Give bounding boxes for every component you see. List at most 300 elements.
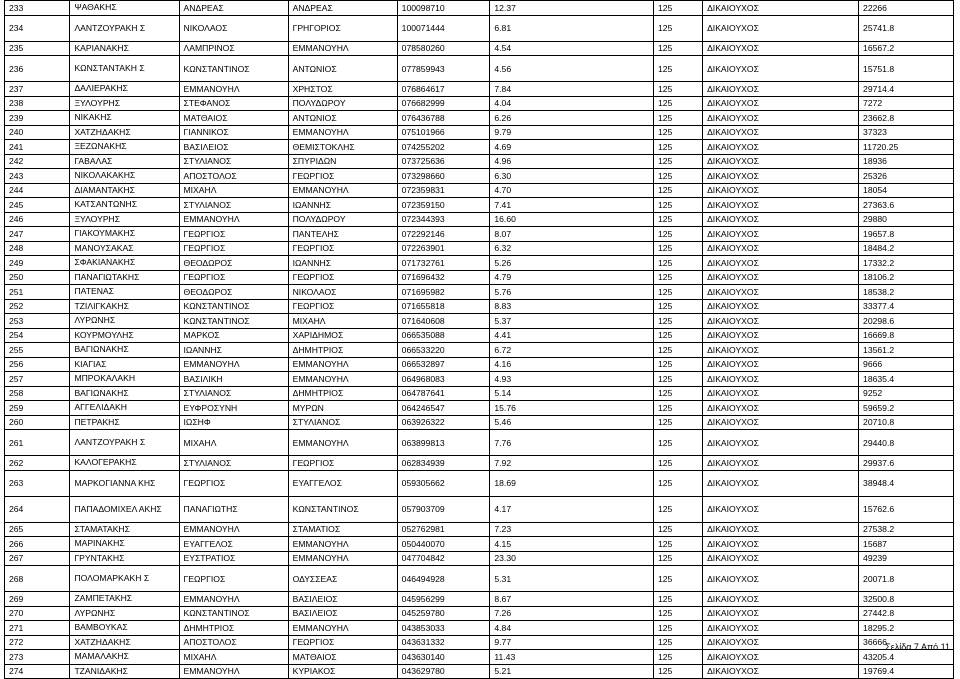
status-cell: ΔΙΚΑΙΟΥΧΟΣ — [703, 82, 859, 97]
value-1-cell: 4.96 — [490, 154, 654, 169]
status-cell: ΔΙΚΑΙΟΥΧΟΣ — [703, 212, 859, 227]
first-name-cell: ΣΤΥΛΙΑΝΟΣ — [179, 386, 288, 401]
value-2-cell: 125 — [653, 212, 702, 227]
amount-cell: 9666 — [859, 357, 954, 372]
first-name-cell: ΝΙΚΟΛΑΟΣ — [179, 15, 288, 41]
status-cell: ΔΙΚΑΙΟΥΧΟΣ — [703, 183, 859, 198]
row-id-cell: 270 — [5, 606, 70, 621]
row-id-cell: 233 — [5, 1, 70, 16]
status-cell: ΔΙΚΑΙΟΥΧΟΣ — [703, 357, 859, 372]
value-2-cell: 125 — [653, 401, 702, 416]
father-name-cell: ΕΜΜΑΝΟΥΗΛ — [288, 430, 397, 456]
status-cell: ΔΙΚΑΙΟΥΧΟΣ — [703, 537, 859, 552]
value-1-cell: 4.70 — [490, 183, 654, 198]
row-id-cell: 262 — [5, 456, 70, 471]
value-1-cell: 4.56 — [490, 56, 654, 82]
table-row — [5, 386, 954, 401]
father-name-cell: ΓΡΗΓΟΡΙΟΣ — [288, 15, 397, 41]
row-id-cell: 235 — [5, 41, 70, 56]
amount-cell: 17332.2 — [859, 256, 954, 271]
surname-cell: ΜΑΝΟΥΣΑΚΑΣ — [70, 241, 179, 256]
status-cell: ΔΙΚΑΙΟΥΧΟΣ — [703, 566, 859, 592]
table-row — [5, 635, 954, 650]
afm-cell: 073725636 — [397, 154, 490, 169]
father-name-cell: ΒΑΣΙΛΕΙΟΣ — [288, 606, 397, 621]
status-cell: ΔΙΚΑΙΟΥΧΟΣ — [703, 41, 859, 56]
afm-cell: 045956299 — [397, 592, 490, 607]
father-name-cell: ΓΕΩΡΓΙΟΣ — [288, 270, 397, 285]
status-cell: ΔΙΚΑΙΟΥΧΟΣ — [703, 241, 859, 256]
table-row — [5, 470, 954, 496]
status-cell: ΔΙΚΑΙΟΥΧΟΣ — [703, 456, 859, 471]
father-name-cell: ΠΑΝΤΕΛΗΣ — [288, 227, 397, 242]
amount-cell: 27363.6 — [859, 198, 954, 213]
first-name-cell: ΓΕΩΡΓΙΟΣ — [179, 270, 288, 285]
value-2-cell: 125 — [653, 314, 702, 329]
value-2-cell: 125 — [653, 285, 702, 300]
surname-cell: ΚΑΡΙΑΝΑΚΗΣ — [70, 41, 179, 56]
first-name-cell: ΕΜΜΑΝΟΥΗΛ — [179, 212, 288, 227]
status-cell: ΔΙΚΑΙΟΥΧΟΣ — [703, 635, 859, 650]
row-id-cell: 265 — [5, 522, 70, 537]
afm-cell: 043853033 — [397, 621, 490, 636]
table-row — [5, 41, 954, 56]
surname-cell: ΧΑΤΖΗΔΑΚΗΣ — [70, 125, 179, 140]
surname-cell: ΓΡΥΝΤΑΚΗΣ — [70, 551, 179, 566]
row-id-cell: 246 — [5, 212, 70, 227]
father-name-cell: ΙΩΑΝΝΗΣ — [288, 256, 397, 271]
surname-cell: ΣΦΑΚΙΑΝΑΚΗΣ — [70, 256, 179, 271]
father-name-cell: ΓΕΩΡΓΙΟΣ — [288, 241, 397, 256]
afm-cell: 050440070 — [397, 537, 490, 552]
amount-cell: 23662.8 — [859, 111, 954, 126]
table-row — [5, 372, 954, 387]
status-cell: ΔΙΚΑΙΟΥΧΟΣ — [703, 299, 859, 314]
first-name-cell: ΒΑΣΙΛΙΚΗ — [179, 372, 288, 387]
row-id-cell: 237 — [5, 82, 70, 97]
amount-cell: 18538.2 — [859, 285, 954, 300]
status-cell: ΔΙΚΑΙΟΥΧΟΣ — [703, 154, 859, 169]
father-name-cell: ΕΜΜΑΝΟΥΗΛ — [288, 125, 397, 140]
status-cell: ΔΙΚΑΙΟΥΧΟΣ — [703, 56, 859, 82]
value-1-cell: 7.26 — [490, 606, 654, 621]
row-id-cell: 258 — [5, 386, 70, 401]
status-cell: ΔΙΚΑΙΟΥΧΟΣ — [703, 140, 859, 155]
surname-cell: ΖΑΜΠΕΤΑΚΗΣ — [70, 592, 179, 607]
table-row — [5, 415, 954, 430]
amount-cell: 18635.4 — [859, 372, 954, 387]
value-2-cell: 125 — [653, 566, 702, 592]
row-id-cell: 247 — [5, 227, 70, 242]
afm-cell: 076682999 — [397, 96, 490, 111]
row-id-cell: 260 — [5, 415, 70, 430]
father-name-cell: ΠΟΛΥΔΩΡΟΥ — [288, 96, 397, 111]
page-number: Σελίδα 7 Από 11 — [885, 642, 950, 652]
value-1-cell: 7.84 — [490, 82, 654, 97]
father-name-cell: ΙΩΑΝΝΗΣ — [288, 198, 397, 213]
surname-cell: ΠΟΛΟΜΑΡΚΑΚΗ Σ — [70, 566, 179, 592]
status-cell: ΔΙΚΑΙΟΥΧΟΣ — [703, 270, 859, 285]
afm-cell: 057903709 — [397, 496, 490, 522]
table-row — [5, 140, 954, 155]
surname-cell: ΛΑΝΤΖΟΥΡΑΚΗ Σ — [70, 15, 179, 41]
table-row — [5, 241, 954, 256]
father-name-cell: ΧΡΗΣΤΟΣ — [288, 82, 397, 97]
value-2-cell: 125 — [653, 621, 702, 636]
afm-cell: 074255202 — [397, 140, 490, 155]
status-cell: ΔΙΚΑΙΟΥΧΟΣ — [703, 592, 859, 607]
table-row — [5, 96, 954, 111]
first-name-cell: ΓΙΑΝΝΙΚΟΣ — [179, 125, 288, 140]
father-name-cell: ΚΩΝΣΤΑΝΤΙΝΟΣ — [288, 496, 397, 522]
row-id-cell: 267 — [5, 551, 70, 566]
value-2-cell: 125 — [653, 111, 702, 126]
surname-cell: ΠΑΠΑΔΟΜΙΧΕΛ ΑΚΗΣ — [70, 496, 179, 522]
father-name-cell: ΓΕΩΡΓΙΟΣ — [288, 456, 397, 471]
value-1-cell: 15.76 — [490, 401, 654, 416]
amount-cell: 18936 — [859, 154, 954, 169]
value-1-cell: 4.84 — [490, 621, 654, 636]
first-name-cell: ΓΕΩΡΓΙΟΣ — [179, 227, 288, 242]
status-cell: ΔΙΚΑΙΟΥΧΟΣ — [703, 227, 859, 242]
row-id-cell: 248 — [5, 241, 70, 256]
afm-cell: 072359150 — [397, 198, 490, 213]
value-2-cell: 125 — [653, 154, 702, 169]
row-id-cell: 263 — [5, 470, 70, 496]
father-name-cell: ΣΤΥΛΙΑΝΟΣ — [288, 415, 397, 430]
row-id-cell: 272 — [5, 635, 70, 650]
first-name-cell: ΓΕΩΡΓΙΟΣ — [179, 470, 288, 496]
father-name-cell: ΕΜΜΑΝΟΥΗΛ — [288, 183, 397, 198]
value-1-cell: 5.26 — [490, 256, 654, 271]
surname-cell: ΚΟΥΡΜΟΥΛΗΣ — [70, 328, 179, 343]
father-name-cell: ΜΑΤΘΑΙΟΣ — [288, 650, 397, 665]
afm-cell: 043629780 — [397, 664, 490, 679]
amount-cell: 27442.8 — [859, 606, 954, 621]
value-2-cell: 125 — [653, 198, 702, 213]
row-id-cell: 259 — [5, 401, 70, 416]
amount-cell: 13561.2 — [859, 343, 954, 358]
value-1-cell: 4.69 — [490, 140, 654, 155]
value-2-cell: 125 — [653, 606, 702, 621]
value-1-cell: 7.41 — [490, 198, 654, 213]
afm-cell: 072359831 — [397, 183, 490, 198]
row-id-cell: 244 — [5, 183, 70, 198]
afm-cell: 064968083 — [397, 372, 490, 387]
row-id-cell: 273 — [5, 650, 70, 665]
father-name-cell: ΔΗΜΗΤΡΙΟΣ — [288, 343, 397, 358]
amount-cell: 29937.6 — [859, 456, 954, 471]
surname-cell: ΜΑΜΑΛΑΚΗΣ — [70, 650, 179, 665]
afm-cell: 066532897 — [397, 357, 490, 372]
surname-cell: ΜΑΡΚΟΓΙΑΝΝΑ ΚΗΣ — [70, 470, 179, 496]
status-cell: ΔΙΚΑΙΟΥΧΟΣ — [703, 496, 859, 522]
value-2-cell: 125 — [653, 125, 702, 140]
first-name-cell: ΔΗΜΗΤΡΙΟΣ — [179, 621, 288, 636]
value-2-cell: 125 — [653, 592, 702, 607]
father-name-cell: ΣΠΥΡΙΔΩΝ — [288, 154, 397, 169]
value-1-cell: 8.83 — [490, 299, 654, 314]
amount-cell: 25326 — [859, 169, 954, 184]
table-row — [5, 357, 954, 372]
table-row — [5, 430, 954, 456]
amount-cell: 18295.2 — [859, 621, 954, 636]
value-1-cell: 11.43 — [490, 650, 654, 665]
amount-cell: 7272 — [859, 96, 954, 111]
afm-cell: 064246547 — [397, 401, 490, 416]
table-row — [5, 456, 954, 471]
value-1-cell: 5.31 — [490, 566, 654, 592]
amount-cell: 20710.8 — [859, 415, 954, 430]
surname-cell: ΓΑΒΑΛΑΣ — [70, 154, 179, 169]
table-row — [5, 183, 954, 198]
afm-cell: 078580260 — [397, 41, 490, 56]
first-name-cell: ΓΕΩΡΓΙΟΣ — [179, 241, 288, 256]
amount-cell: 29440.8 — [859, 430, 954, 456]
first-name-cell: ΕΜΜΑΝΟΥΗΛ — [179, 592, 288, 607]
table-row — [5, 198, 954, 213]
amount-cell: 15762.6 — [859, 496, 954, 522]
first-name-cell: ΒΑΣΙΛΕΙΟΣ — [179, 140, 288, 155]
surname-cell: ΞΕΖΩΝΑΚΗΣ — [70, 140, 179, 155]
table-row — [5, 314, 954, 329]
amount-cell: 11720.25 — [859, 140, 954, 155]
row-id-cell: 245 — [5, 198, 70, 213]
status-cell: ΔΙΚΑΙΟΥΧΟΣ — [703, 96, 859, 111]
amount-cell: 9252 — [859, 386, 954, 401]
first-name-cell: ΕΜΜΑΝΟΥΗΛ — [179, 82, 288, 97]
row-id-cell: 255 — [5, 343, 70, 358]
first-name-cell: ΣΤΥΛΙΑΝΟΣ — [179, 198, 288, 213]
father-name-cell: ΕΜΜΑΝΟΥΗΛ — [288, 551, 397, 566]
table-row — [5, 125, 954, 140]
afm-cell: 077859943 — [397, 56, 490, 82]
table-row — [5, 328, 954, 343]
afm-cell: 046494928 — [397, 566, 490, 592]
first-name-cell: ΣΤΥΛΙΑΝΟΣ — [179, 456, 288, 471]
table-row — [5, 401, 954, 416]
status-cell: ΔΙΚΑΙΟΥΧΟΣ — [703, 169, 859, 184]
first-name-cell: ΠΑΝΑΓΙΩΤΗΣ — [179, 496, 288, 522]
value-1-cell: 5.76 — [490, 285, 654, 300]
surname-cell: ΜΑΡΙΝΑΚΗΣ — [70, 537, 179, 552]
value-2-cell: 125 — [653, 299, 702, 314]
first-name-cell: ΑΝΔΡΕΑΣ — [179, 1, 288, 16]
row-id-cell: 256 — [5, 357, 70, 372]
afm-cell: 063926322 — [397, 415, 490, 430]
value-2-cell: 125 — [653, 635, 702, 650]
value-2-cell: 125 — [653, 183, 702, 198]
surname-cell: ΝΙΚΑΚΗΣ — [70, 111, 179, 126]
table-row — [5, 299, 954, 314]
father-name-cell: ΕΜΜΑΝΟΥΗΛ — [288, 621, 397, 636]
value-2-cell: 125 — [653, 328, 702, 343]
table-row — [5, 592, 954, 607]
first-name-cell: ΜΙΧΑΗΛ — [179, 430, 288, 456]
table-row — [5, 343, 954, 358]
amount-cell: 43205.4 — [859, 650, 954, 665]
father-name-cell: ΕΜΜΑΝΟΥΗΛ — [288, 357, 397, 372]
table-body — [5, 1, 954, 679]
amount-cell: 19769.4 — [859, 664, 954, 679]
table-row — [5, 270, 954, 285]
table-row — [5, 664, 954, 679]
value-1-cell: 4.16 — [490, 357, 654, 372]
status-cell: ΔΙΚΑΙΟΥΧΟΣ — [703, 314, 859, 329]
afm-cell: 043630140 — [397, 650, 490, 665]
status-cell: ΔΙΚΑΙΟΥΧΟΣ — [703, 15, 859, 41]
status-cell: ΔΙΚΑΙΟΥΧΟΣ — [703, 372, 859, 387]
status-cell: ΔΙΚΑΙΟΥΧΟΣ — [703, 285, 859, 300]
surname-cell: ΒΑΓΙΩΝΑΚΗΣ — [70, 343, 179, 358]
value-1-cell: 4.79 — [490, 270, 654, 285]
afm-cell: 066533220 — [397, 343, 490, 358]
value-2-cell: 125 — [653, 15, 702, 41]
value-1-cell: 5.46 — [490, 415, 654, 430]
father-name-cell: ΜΙΧΑΗΛ — [288, 314, 397, 329]
father-name-cell: ΓΕΩΡΓΙΟΣ — [288, 635, 397, 650]
father-name-cell: ΓΕΩΡΓΙΟΣ — [288, 299, 397, 314]
first-name-cell: ΕΜΜΑΝΟΥΗΛ — [179, 357, 288, 372]
row-id-cell: 238 — [5, 96, 70, 111]
father-name-cell: ΟΔΥΣΣΕΑΣ — [288, 566, 397, 592]
row-id-cell: 254 — [5, 328, 70, 343]
value-1-cell: 4.15 — [490, 537, 654, 552]
row-id-cell: 261 — [5, 430, 70, 456]
first-name-cell: ΚΩΝΣΤΑΝΤΙΝΟΣ — [179, 299, 288, 314]
beneficiaries-table — [4, 0, 954, 679]
surname-cell: ΧΑΤΖΗΔΑΚΗΣ — [70, 635, 179, 650]
surname-cell: ΓΙΑΚΟΥΜΑΚΗΣ — [70, 227, 179, 242]
value-1-cell: 5.37 — [490, 314, 654, 329]
amount-cell: 32500.8 — [859, 592, 954, 607]
surname-cell: ΞΥΛΟΥΡΗΣ — [70, 212, 179, 227]
value-1-cell: 7.23 — [490, 522, 654, 537]
afm-cell: 072344393 — [397, 212, 490, 227]
first-name-cell: ΙΩΣΗΦ — [179, 415, 288, 430]
amount-cell: 15751.8 — [859, 56, 954, 82]
status-cell: ΔΙΚΑΙΟΥΧΟΣ — [703, 606, 859, 621]
amount-cell: 19657.8 — [859, 227, 954, 242]
amount-cell: 25741.8 — [859, 15, 954, 41]
amount-cell: 49239 — [859, 551, 954, 566]
table-row — [5, 551, 954, 566]
amount-cell: 16669.8 — [859, 328, 954, 343]
status-cell: ΔΙΚΑΙΟΥΧΟΣ — [703, 522, 859, 537]
afm-cell: 071640608 — [397, 314, 490, 329]
father-name-cell: ΓΕΩΡΓΙΟΣ — [288, 169, 397, 184]
table-row — [5, 522, 954, 537]
row-id-cell: 241 — [5, 140, 70, 155]
value-1-cell: 9.77 — [490, 635, 654, 650]
row-id-cell: 253 — [5, 314, 70, 329]
father-name-cell: ΣΤΑΜΑΤΙΟΣ — [288, 522, 397, 537]
value-2-cell: 125 — [653, 169, 702, 184]
first-name-cell: ΜΑΤΘΑΙΟΣ — [179, 111, 288, 126]
father-name-cell: ΑΝΤΩΝΙΟΣ — [288, 111, 397, 126]
first-name-cell: ΑΠΟΣΤΟΛΟΣ — [179, 635, 288, 650]
table-row — [5, 1, 954, 16]
surname-cell: ΒΑΜΒΟΥΚΑΣ — [70, 621, 179, 636]
first-name-cell: ΑΠΟΣΤΟΛΟΣ — [179, 169, 288, 184]
afm-cell: 100071444 — [397, 15, 490, 41]
row-id-cell: 257 — [5, 372, 70, 387]
surname-cell: ΑΓΓΕΛΙΔΑΚΗ — [70, 401, 179, 416]
surname-cell: ΚΩΝΣΤΑΝΤΑΚΗ Σ — [70, 56, 179, 82]
surname-cell: ΛΥΡΩΝΗΣ — [70, 314, 179, 329]
value-1-cell: 5.21 — [490, 664, 654, 679]
afm-cell: 071696432 — [397, 270, 490, 285]
first-name-cell: ΚΩΝΣΤΑΝΤΙΝΟΣ — [179, 606, 288, 621]
value-2-cell: 125 — [653, 343, 702, 358]
father-name-cell: ΑΝΤΩΝΙΟΣ — [288, 56, 397, 82]
value-2-cell: 125 — [653, 372, 702, 387]
first-name-cell: ΣΤΕΦΑΝΟΣ — [179, 96, 288, 111]
value-1-cell: 4.93 — [490, 372, 654, 387]
surname-cell: ΤΖΑΝΙΔΑΚΗΣ — [70, 664, 179, 679]
row-id-cell: 274 — [5, 664, 70, 679]
value-2-cell: 125 — [653, 270, 702, 285]
row-id-cell: 240 — [5, 125, 70, 140]
table-row — [5, 15, 954, 41]
surname-cell: ΠΑΝΑΓΙΩΤΑΚΗΣ — [70, 270, 179, 285]
table-row — [5, 621, 954, 636]
status-cell: ΔΙΚΑΙΟΥΧΟΣ — [703, 343, 859, 358]
first-name-cell: ΚΩΝΣΤΑΝΤΙΝΟΣ — [179, 56, 288, 82]
afm-cell: 072263901 — [397, 241, 490, 256]
first-name-cell: ΘΕΟΔΩΡΟΣ — [179, 285, 288, 300]
row-id-cell: 252 — [5, 299, 70, 314]
afm-cell: 076436788 — [397, 111, 490, 126]
value-1-cell: 18.69 — [490, 470, 654, 496]
first-name-cell: ΣΤΥΛΙΑΝΟΣ — [179, 154, 288, 169]
value-1-cell: 7.92 — [490, 456, 654, 471]
status-cell: ΔΙΚΑΙΟΥΧΟΣ — [703, 328, 859, 343]
value-1-cell: 4.17 — [490, 496, 654, 522]
surname-cell: ΨΑΘΑΚΗΣ — [70, 1, 179, 16]
first-name-cell: ΕΥΣΤΡΑΤΙΟΣ — [179, 551, 288, 566]
father-name-cell: ΕΜΜΑΝΟΥΗΛ — [288, 372, 397, 387]
afm-cell: 071655818 — [397, 299, 490, 314]
table-row — [5, 227, 954, 242]
table-row — [5, 56, 954, 82]
afm-cell: 059305662 — [397, 470, 490, 496]
value-2-cell: 125 — [653, 470, 702, 496]
afm-cell: 052762981 — [397, 522, 490, 537]
amount-cell: 29714.4 — [859, 82, 954, 97]
amount-cell: 37323 — [859, 125, 954, 140]
amount-cell: 33377.4 — [859, 299, 954, 314]
value-2-cell: 125 — [653, 386, 702, 401]
father-name-cell: ΔΗΜΗΤΡΙΟΣ — [288, 386, 397, 401]
value-2-cell: 125 — [653, 256, 702, 271]
first-name-cell: ΕΜΜΑΝΟΥΗΛ — [179, 664, 288, 679]
afm-cell: 062834939 — [397, 456, 490, 471]
status-cell: ΔΙΚΑΙΟΥΧΟΣ — [703, 621, 859, 636]
value-2-cell: 125 — [653, 1, 702, 16]
amount-cell: 18054 — [859, 183, 954, 198]
value-1-cell: 4.54 — [490, 41, 654, 56]
row-id-cell: 251 — [5, 285, 70, 300]
row-id-cell: 269 — [5, 592, 70, 607]
surname-cell: ΠΕΤΡΑΚΗΣ — [70, 415, 179, 430]
first-name-cell: ΜΑΡΚΟΣ — [179, 328, 288, 343]
status-cell: ΔΙΚΑΙΟΥΧΟΣ — [703, 551, 859, 566]
amount-cell: 16567.2 — [859, 41, 954, 56]
value-1-cell: 16.60 — [490, 212, 654, 227]
first-name-cell: ΙΩΑΝΝΗΣ — [179, 343, 288, 358]
value-2-cell: 125 — [653, 537, 702, 552]
